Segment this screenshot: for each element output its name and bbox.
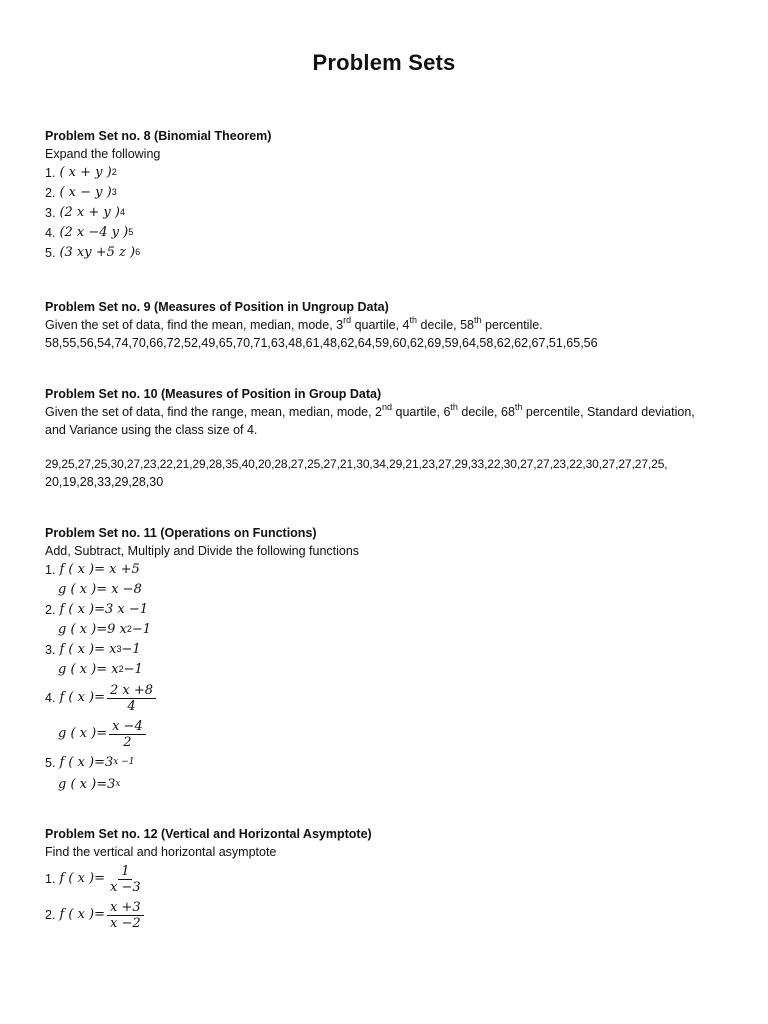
- ps12-item-1: [45, 861, 725, 897]
- ps11-item-1-f: [45, 560, 725, 580]
- ps8-item-1: 1. ( x + y ) $^2$: [45, 165, 117, 180]
- ordinal: th: [450, 401, 458, 412]
- fraction: [107, 683, 156, 714]
- ps8-item-5: 5. (3 xy +5 z ) $^6$: [45, 245, 141, 260]
- fraction: [107, 900, 144, 931]
- instruction-text: decile, 58: [417, 318, 474, 332]
- fraction: [109, 719, 146, 750]
- item-number: 3.: [45, 643, 56, 657]
- ps9-instruction: [45, 316, 725, 334]
- function-g: g ( x )=: [58, 726, 108, 741]
- problem-set-12: [45, 825, 725, 933]
- item-number: 3.: [45, 206, 56, 220]
- ps10-instruction: [45, 403, 725, 421]
- item-number: 1.: [45, 166, 56, 180]
- function-f: f ( x )=: [59, 871, 106, 886]
- item-number: 2.: [45, 908, 56, 922]
- item-number: 4.: [45, 691, 56, 705]
- instruction-text: percentile.: [481, 318, 543, 332]
- fraction: [107, 864, 144, 895]
- ps11-item-2-g: g ( x )=9 x $^2$ −1: [58, 622, 152, 637]
- ps11-item-4-f: [45, 680, 725, 716]
- function-g-tail: −1: [123, 662, 143, 677]
- denominator: 4: [127, 698, 136, 714]
- ordinal: th: [474, 314, 482, 325]
- ps10-instruction-continued: and Variance using the class size of 4.: [45, 423, 258, 437]
- numerator: 1: [118, 864, 132, 880]
- problem-set-9: [45, 298, 725, 352]
- ps9-data: 58,55,56,54,74,70,66,72,52,49,65,70,71,63,48,61,48,62,64,59,60,62,69,59,64,58,62,62,67,51,65,56: [45, 336, 598, 350]
- expression: ( x + y ): [59, 165, 112, 180]
- function-g-tail: −1: [131, 622, 152, 637]
- numerator: x +3: [107, 900, 144, 916]
- ps11-heading: Problem Set no. 11 (Operations on Functions): [45, 526, 317, 540]
- item-number: 5.: [45, 246, 56, 260]
- ps8-item-2: 2. ( x − y ) $^3$: [45, 185, 117, 200]
- ps11-item-5-f: 5. f ( x )=3 $^{x -1}$: [45, 755, 135, 770]
- function-f: f ( x )= x: [59, 642, 117, 657]
- ordinal: nd: [382, 401, 393, 412]
- ps11-instruction: Add, Subtract, Multiply and Divide the following functions: [45, 544, 360, 558]
- function-g: g ( x )=9 x: [58, 622, 127, 637]
- instruction-text: percentile, Standard deviation,: [522, 405, 695, 419]
- ps10-data-line-2: 20,19,28,33,29,28,30: [45, 475, 164, 489]
- denominator: x −2: [110, 915, 141, 931]
- expression: (2 x + y ): [59, 205, 120, 220]
- ps11-item-3-f: 3. f ( x )= x $^3$ −1: [45, 642, 141, 657]
- ps11-item-5-g: g ( x )=3 $^x$: [58, 777, 121, 792]
- problem-set-11: [45, 524, 725, 796]
- item-number: 4.: [45, 226, 56, 240]
- item-number: 2.: [45, 186, 56, 200]
- expression: ( x − y ): [59, 185, 112, 200]
- item-number: 1.: [45, 872, 56, 886]
- function-g: g ( x )= x −8: [58, 582, 142, 597]
- ps11-item-1-g: [45, 580, 725, 600]
- function-f: f ( x )=3: [59, 755, 114, 770]
- numerator: 2 x +8: [107, 683, 156, 699]
- ps8-heading: Problem Set no. 8 (Binomial Theorem): [45, 129, 272, 143]
- expression: (3 xy +5 z ): [59, 245, 136, 260]
- ps8-instruction: Expand the following: [45, 147, 161, 161]
- ps11-item-4-g: [45, 716, 725, 752]
- function-f-tail: −1: [121, 642, 141, 657]
- denominator: x −3: [110, 879, 141, 895]
- ps8-item-3: 3. (2 x + y ) $^4$: [45, 205, 125, 220]
- instruction-text: decile, 68: [457, 405, 515, 419]
- function-g: g ( x )= x: [58, 662, 119, 677]
- denominator: 2: [123, 734, 132, 750]
- instruction-text: quartile, 6: [392, 405, 451, 419]
- ps10-data-line-1: 29,25,27,25,30,27,23,22,21,29,28,35,40,20,28,27,25,27,21,30,34,29,21,23,27,29,33,22,30,27,27,23,22,30,27,27,27,25,: [45, 457, 668, 471]
- item-number: 1.: [45, 563, 56, 577]
- function-f: f ( x )= x +5: [59, 562, 140, 577]
- numerator: x −4: [109, 719, 146, 735]
- ps12-item-2: [45, 897, 725, 933]
- function-f: f ( x )=3 x −1: [59, 602, 149, 617]
- problem-set-10: [45, 385, 725, 491]
- expression: (2 x −4 y ): [59, 225, 129, 240]
- ps9-heading: Problem Set no. 9 (Measures of Position in Ungroup Data): [45, 300, 389, 314]
- item-number: 5.: [45, 756, 56, 770]
- ordinal: th: [514, 401, 523, 412]
- instruction-text: quartile, 4: [351, 318, 410, 332]
- ps12-instruction: Find the vertical and horizontal asymptote: [45, 845, 277, 859]
- ordinal: rd: [343, 314, 352, 325]
- spacer: [45, 439, 725, 455]
- item-number: 2.: [45, 603, 56, 617]
- function-f: f ( x )=: [59, 690, 106, 705]
- instruction-text: Given the set of data, find the mean, median, mode, 3: [45, 318, 344, 332]
- problem-set-8: [45, 127, 725, 263]
- function-g: g ( x )=3: [58, 777, 116, 792]
- ps11-item-2-f: [45, 600, 725, 620]
- ordinal: th: [409, 314, 418, 325]
- ps11-item-3-g: g ( x )= x $^2$ −1: [58, 662, 143, 677]
- ps8-item-4: 4. (2 x −4 y ) $^5$: [45, 225, 134, 240]
- function-f: f ( x )=: [59, 907, 106, 922]
- page-title: Problem Sets: [312, 50, 456, 75]
- ps10-heading: Problem Set no. 10 (Measures of Position in Group Data): [45, 387, 382, 401]
- ps12-heading: Problem Set no. 12 (Vertical and Horizontal Asymptote): [45, 827, 372, 841]
- instruction-text: Given the set of data, find the range, mean, median, mode, 2: [45, 405, 383, 419]
